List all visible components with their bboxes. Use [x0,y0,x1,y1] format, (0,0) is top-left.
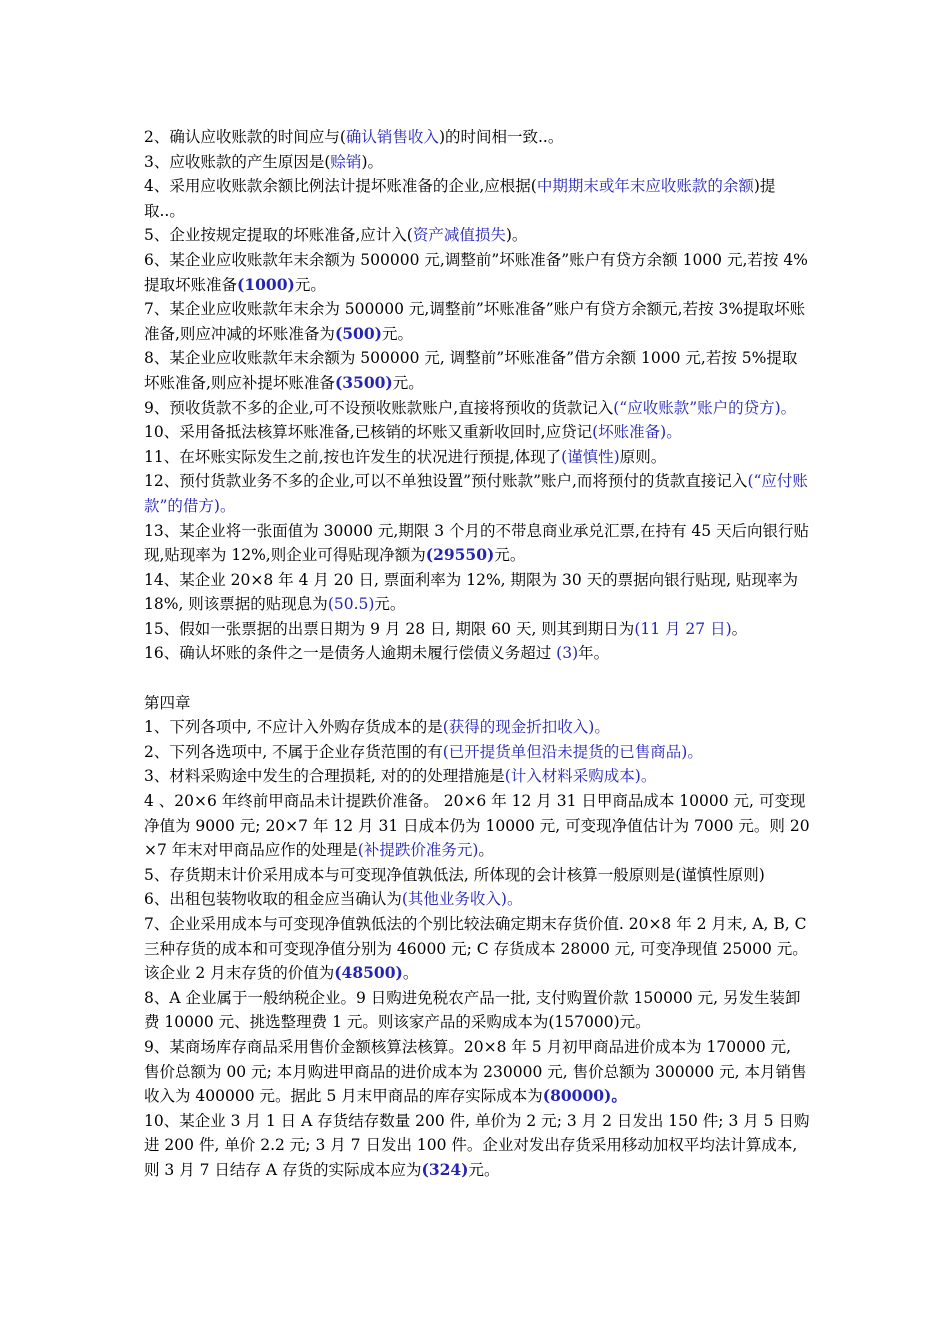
chapter3-item [144,617,810,642]
chapter4-item [144,789,810,863]
question-text: 6、某企业应收账款年末余额为 500000 元,调整前”坏账准备”账户有贷方余额 1000 元,若按 4%提取坏账准备 [144,250,808,294]
chapter4-item [144,1109,810,1183]
chapter3-item [144,445,810,470]
chapter3-item [144,150,810,175]
answer-text: (1000) [237,274,295,294]
answer-text: (坏账准备)。 [592,423,682,442]
answer-text: (计入材料采购成本)。 [504,767,657,786]
question-suffix: 。 [478,841,494,860]
question-text: 16、确认坏账的条件之一是债务人逾期未履行偿债义务超过 [144,644,557,663]
question-text: 5、企业按规定提取的坏账准备,应计入( [144,226,413,245]
chapter3-item [144,125,810,150]
chapter3-item [144,297,810,346]
chapter3-item [144,519,810,568]
chapter4-item [144,887,810,912]
question-suffix: )。 [361,152,383,171]
question-suffix: 元。 [494,546,526,565]
answer-text: (50.5) [327,595,375,614]
question-text: 7、某企业应收账款年末余为 500000 元,调整前”坏账准备”账户有贷方余额元,若按 3%提取坏账准备,则应冲减的坏账准备为 [144,300,806,343]
chapter3-item [144,568,810,617]
chapter3-item [144,248,810,297]
chapter3-item [144,641,810,666]
question-suffix: 元。 [294,275,326,294]
question-suffix: 。 [402,964,419,983]
question-text: 7、企业采用成本与可变现净值孰低法的个别比较法确定期末存货价值. 20×8 年 2 月末, A, B, C 三种存货的成本和可变现净值分别为 46000 元; C 存货成本 28000 元, 可变净现值 25000 元。该企业 2 月末存货的价值为 [144,915,808,983]
question-text: 12、预付货款业务不多的企业,可以不单独设置”预付账款”账户,而将预付的货款直接记入 [144,472,748,491]
question-suffix: 元。 [392,373,424,392]
question-text: 9、某商场库存商品采用售价金额核算法核算。20×8 年 5 月初甲商品进价成本为 170000 元, 售价总额为 00 元; 本月购进甲商品的进价成本为 230000 元, 售价总额为 300000 元, 本月销售收入为 400000 元。据此 5 月末甲商品的库存实际成本为 [144,1037,807,1106]
section-spacer [144,666,810,691]
chapter3-item [144,174,810,223]
question-text: 14、某企业 20×8 年 4 月 20 日, 票面利率为 12%, 期限为 30 天的票据向银行贴现, 贴现率为 18%, 则该票据的贴现息为 [144,570,798,614]
question-suffix: )提取..。 [144,177,776,220]
chapter3-item [144,420,810,445]
question-suffix: 元。 [468,1160,500,1179]
answer-text: (“应收账款”账户的贷方)。 [613,398,797,417]
answer-text: (80000)。 [542,1086,627,1106]
question-suffix: 。 [731,619,748,638]
question-text: 4、采用应收账款余额比例法计提坏账准备的企业,应根据( [144,177,537,196]
question-suffix: )。 [505,226,528,245]
chapter4-item [144,912,810,986]
answer-text: (11 月 27 日) [634,619,732,638]
question-text: 2、下列各选项中, 不属于企业存货范围的有 [144,742,443,761]
question-text: 5、存货期末计价采用成本与可变现净值孰低法, 所体现的会计核算一般原则是(谨慎性原则) [144,865,765,884]
answer-text: (补提跌价准务元) [357,841,479,860]
answer-text: (3) [556,644,579,663]
chapter4-item [144,863,810,888]
question-text: 10、采用备抵法核算坏账准备,已核销的坏账又重新收回时,应贷记 [144,423,593,442]
document-page [144,125,810,1183]
question-text: 9、预收货款不多的企业,可不设预收账款账户,直接将预收的货款记入 [144,398,614,417]
chapter4-item [144,715,810,740]
question-text: 10、某企业 3 月 1 日 A 存货结存数量 200 件, 单价为 2 元; 3 月 2 日发出 150 件; 3 月 5 日购进 200 件, 单价 2.2 元; 3 月 7 日发出 100 件。企业对发出存货采用移动加权平均法计算成本, 则 3 月 7 日结存 A 存货的实际成本应为 [144,1111,810,1179]
chapter4-title: 第四章 [144,693,191,712]
question-suffix: 元。 [374,595,406,614]
question-suffix: 年。 [578,644,610,663]
answer-text: (29550) [425,545,495,565]
chapter3-item [144,469,810,518]
chapter4-item [144,764,810,789]
chapter4-item [144,1035,810,1109]
answer-text: (324) [421,1159,469,1179]
answer-text: (谨慎性) [561,447,620,466]
chapter3-item [144,346,810,395]
question-text: 4 、20×6 年终前甲商品未计提跌价准备。 20×6 年 12 月 31 日甲商品成本 10000 元, 可变现净值为 9000 元; 20×7 年 12 月 31 日成本仍为 10000 元, 可变现净值估计为 7000 元。则 20×7 年末对甲商品应作的处理是 [144,792,810,860]
answer-text: (3500) [334,372,393,392]
chapter3-item [144,223,810,248]
question-suffix: 原则。 [619,447,667,466]
answer-text: 赊销 [330,152,362,171]
chapter3-item [144,396,810,421]
answer-text: 资产减值损失 [412,226,506,245]
question-text: 8、某企业应收账款年末余额为 500000 元, 调整前”坏账准备”借方余额 1000 元,若按 5%提取坏账准备,则应补提坏账准备 [144,349,798,392]
chapter4-item [144,740,810,765]
question-text: 2、确认应收账款的时间应与( [144,128,346,146]
question-suffix: 元。 [381,324,413,343]
question-text: 13、某企业将一张面值为 30000 元,期限 3 个月的不带息商业承兑汇票,在持有 45 天后向银行贴现,贴现率为 12%,则企业可得贴现净额为 [144,521,810,565]
chapter3-section [144,125,810,666]
answer-text: (“应付账款”的借方)。 [144,472,808,515]
question-text: 8、A 企业属于一般纳税企业。9 日购进免税农产品一批, 支付购置价款 150000 元, 另发生装卸费 10000 元、挑选整理费 1 元。则该家产品的采购成本为(157000)元。 [144,988,801,1032]
answer-text: (获得的现金折扣收入)。 [442,718,610,737]
answer-text: (其他业务收入)。 [401,890,523,909]
question-text: 1、下列各项中, 不应计入外购存货成本的是 [144,718,443,737]
answer-text: 确认销售收入 [345,128,439,146]
chapter4-item [144,986,810,1035]
question-text: 15、假如一张票据的出票日期为 9 月 28 日, 期限 60 天, 则其到期日为 [144,619,635,638]
chapter4-section [144,715,810,1182]
question-text: 6、出租包装物收取的租金应当确认为 [144,890,402,909]
answer-text: 中期期末或年末应收账款的余额 [536,177,754,196]
question-suffix: )的时间相一致..。 [438,128,564,146]
answer-text: (500) [334,323,382,343]
answer-text: (已开提货单但沿未提货的已售商品)。 [442,742,703,761]
answer-text: (48500) [334,963,403,983]
question-text: 3、材料采购途中发生的合理损耗, 对的的处理措施是 [144,767,505,786]
question-text: 3、应收账款的产生原因是( [144,152,331,171]
question-text: 11、在坏账实际发生之前,按也许发生的状况进行预提,体现了 [144,447,562,466]
